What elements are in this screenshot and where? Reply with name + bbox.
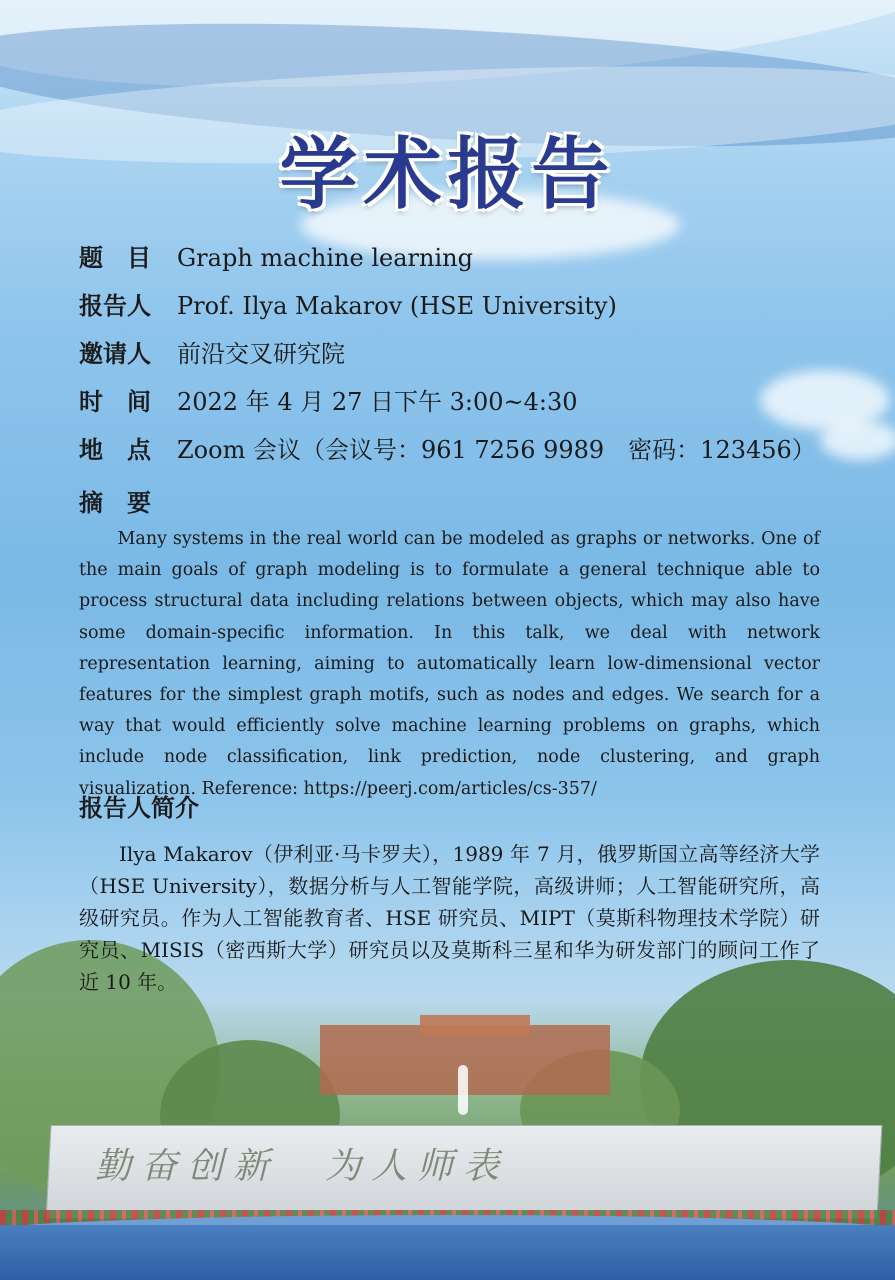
- abstract-text: Many systems in the real world can be modeled as graphs or networks. One of the main goals of graph modeling is to formulate a general technique able to process structural data including relations between objects, which may also have some domain-specific information. In this talk, we deal with network representation learning, aiming to automatically learn low-dimensional vector features for the simplest graph motifs, such as nodes and edges. We search for a way that would efficiently solve machine learning problems on graphs, which include node classification, link prediction, node clustering, and graph visualization. Reference: https://peerj.com/articles/cs-357/: [79, 529, 820, 799]
- poster-title: 学术报告: [279, 130, 616, 220]
- field-label: 题 目: [79, 244, 151, 272]
- bio-text: Ilya Makarov（伊利亚·马卡罗夫），1989 年 7 月，俄罗斯国立高等经济大学（HSE University），数据分析与人工智能学院，高级讲师；人工智能研究所，高级研究员。作为人工智能教育者、HSE 研究员、MIPT（莫斯科物理技术学院）研究员、MISIS（密西斯大学）研究员以及莫斯科三星和华为研发部门的顾问工作了近 10 年。: [79, 842, 820, 994]
- field-host: [79, 339, 345, 369]
- field-topic: [79, 243, 473, 273]
- field-value: 前沿交叉研究院: [177, 340, 345, 368]
- abstract-heading: 摘 要: [79, 489, 151, 517]
- field-value: Prof. Ilya Makarov (HSE University): [177, 292, 617, 320]
- field-time: [79, 387, 578, 417]
- field-value: Zoom 会议（会议号：961 7256 9989 密码：123456）: [177, 436, 816, 464]
- field-value: 2022 年 4 月 27 日下午 3:00~4:30: [177, 388, 578, 416]
- field-label: 报告人: [79, 292, 151, 320]
- field-label: 地 点: [79, 436, 151, 464]
- field-speaker: [79, 291, 617, 321]
- stone-inscription: 勤奋创新 为人师表: [95, 1146, 510, 1187]
- footer-band: [0, 1225, 895, 1280]
- field-label: 邀请人: [79, 340, 151, 368]
- field-label: 时 间: [79, 388, 151, 416]
- field-location: [79, 435, 816, 465]
- field-value: Graph machine learning: [177, 244, 473, 272]
- cloud: [820, 420, 895, 460]
- bio-heading: 报告人简介: [79, 794, 199, 822]
